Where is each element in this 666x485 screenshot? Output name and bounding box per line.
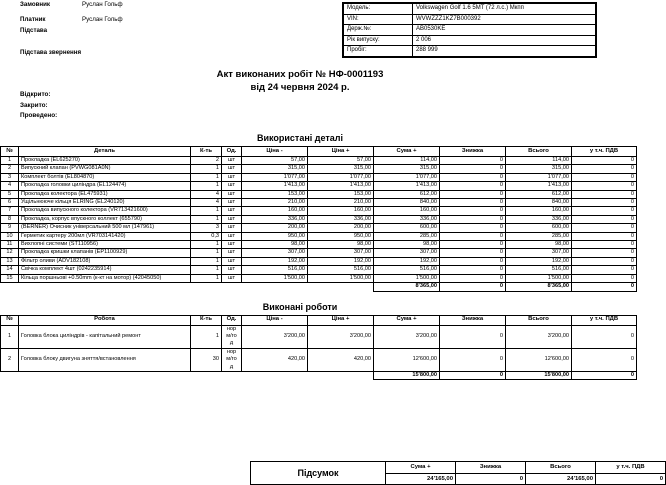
works-col-price-minus: Ціна - — [242, 315, 308, 325]
parts-row-price-minus: 307,00 — [242, 249, 308, 257]
parts-row-no: 1 — [1, 157, 19, 165]
table-row — [1, 232, 637, 240]
parts-total-sum: 8'365,00 — [374, 283, 440, 291]
table-row — [1, 224, 637, 232]
parts-row-discount: 0 — [440, 207, 506, 215]
parts-row-discount: 0 — [440, 249, 506, 257]
vehicle-value-vin: WVWZZZ1KZ7B000392 — [413, 14, 596, 25]
parts-row-sum: 1'500,00 — [374, 274, 440, 282]
parts-row-total: 600,00 — [506, 224, 572, 232]
parts-row-sum: 98,00 — [374, 241, 440, 249]
works-table — [0, 315, 637, 381]
parts-row-price-minus: 315,00 — [242, 165, 308, 173]
parts-row-price-minus: 160,00 — [242, 207, 308, 215]
parts-row-discount: 0 — [440, 241, 506, 249]
parts-row-no: 14 — [1, 266, 19, 274]
summary-col-discount: Знижка — [456, 462, 526, 474]
parts-row-price-minus: 57,00 — [242, 157, 308, 165]
parts-row-price-minus: 98,00 — [242, 241, 308, 249]
parts-row-no: 7 — [1, 207, 19, 215]
parts-row-sum: 336,00 — [374, 215, 440, 223]
parts-row-unit: шт — [222, 165, 242, 173]
parts-row-no: 6 — [1, 199, 19, 207]
parts-row-price-plus: 153,00 — [308, 190, 374, 198]
parts-row-price-plus: 98,00 — [308, 241, 374, 249]
parts-row-total: 160,00 — [506, 207, 572, 215]
parts-col-no: № — [1, 147, 19, 157]
parts-row-sum: 600,00 — [374, 224, 440, 232]
parts-row-no: 8 — [1, 215, 19, 223]
table-row — [1, 190, 637, 198]
parts-row-price-plus: 1'077,00 — [308, 173, 374, 181]
parts-row-qty: 0,3 — [191, 232, 222, 240]
parts-row-vat: 0 — [572, 182, 637, 190]
parts-row-sum: 840,00 — [374, 199, 440, 207]
parts-row-total: 1'413,00 — [506, 182, 572, 190]
works-row-no: 1 — [1, 325, 19, 348]
parts-row-name: Випускний клапан (PVWG081A0N) — [19, 165, 191, 173]
parts-row-price-minus: 1'077,00 — [242, 173, 308, 181]
document-title-line1: Акт виконаних робіт № НФ-0001193 — [216, 69, 384, 80]
parts-row-qty: 1 — [191, 165, 222, 173]
works-row-discount: 0 — [440, 348, 506, 371]
parts-row-name: Прокладка (EL625270) — [19, 157, 191, 165]
parts-row-discount: 0 — [440, 215, 506, 223]
parts-row-price-minus: 153,00 — [242, 190, 308, 198]
parts-row-name: Прокладка випускного колектора (VR713421600) — [19, 207, 191, 215]
parts-row-discount: 0 — [440, 224, 506, 232]
status-posted-label: Проведено: — [20, 112, 58, 119]
parts-col-price-minus: Ціна - — [242, 147, 308, 157]
summary-label: Підсумок — [251, 462, 386, 485]
parts-row-name: Кільца поршньові +0.50mm (к-кт на мотор) (42045050) — [19, 274, 191, 282]
parts-row-sum: 516,00 — [374, 266, 440, 274]
parts-row-qty: 1 — [191, 241, 222, 249]
parts-row-price-plus: 192,00 — [308, 257, 374, 265]
parts-row-unit: шт — [222, 215, 242, 223]
works-row-discount: 0 — [440, 325, 506, 348]
parts-row-sum: 307,00 — [374, 249, 440, 257]
parts-row-price-plus: 336,00 — [308, 215, 374, 223]
parts-row-discount: 0 — [440, 173, 506, 181]
parts-row-total: 1'077,00 — [506, 173, 572, 181]
document-title — [0, 68, 600, 94]
parts-row-qty: 3 — [191, 224, 222, 232]
vehicle-key-vin: VIN: — [344, 14, 413, 25]
parts-row-unit: шт — [222, 157, 242, 165]
works-row-no: 2 — [1, 348, 19, 371]
parts-row-unit: шт — [222, 173, 242, 181]
parts-row-vat: 0 — [572, 173, 637, 181]
table-row — [1, 348, 637, 371]
status-block — [20, 90, 57, 122]
parts-row-vat: 0 — [572, 266, 637, 274]
works-col-discount: Знижка — [440, 315, 506, 325]
vehicle-key-mileage: Пробіг: — [344, 46, 413, 57]
parts-row-unit: шт — [222, 199, 242, 207]
parts-col-name: Деталь — [19, 147, 191, 157]
parts-total-vat: 0 — [572, 283, 637, 291]
parts-row-no: 9 — [1, 224, 19, 232]
parts-row-sum: 612,00 — [374, 190, 440, 198]
parts-row-vat: 0 — [572, 224, 637, 232]
works-col-qty: К-ть — [191, 315, 222, 325]
works-section-heading: Виконані роботи — [262, 301, 338, 312]
parts-row-price-plus: 1'500,00 — [308, 274, 374, 282]
works-row-vat: 0 — [572, 325, 637, 348]
works-row-sum: 3'200,00 — [374, 325, 440, 348]
summary-value-sum: 24'165,00 — [386, 473, 456, 485]
parts-row-discount: 0 — [440, 190, 506, 198]
works-row-total: 12'600,00 — [506, 348, 572, 371]
works-total-vat: 0 — [572, 371, 637, 379]
parts-row-price-plus: 315,00 — [308, 165, 374, 173]
works-row-price-plus: 3'200,00 — [308, 325, 374, 348]
parts-row-price-minus: 192,00 — [242, 257, 308, 265]
parts-row-discount: 0 — [440, 199, 506, 207]
status-opened-label: Відкрито: — [20, 91, 51, 98]
table-row — [1, 266, 637, 274]
parts-row-vat: 0 — [572, 241, 637, 249]
parts-row-unit: шт — [222, 249, 242, 257]
parts-row-total: 840,00 — [506, 199, 572, 207]
works-col-no: № — [1, 315, 19, 325]
summary-col-sum: Сума + — [386, 462, 456, 474]
summary-table — [250, 461, 666, 485]
table-row — [1, 165, 637, 173]
parts-row-vat: 0 — [572, 249, 637, 257]
parts-row-price-plus: 160,00 — [308, 207, 374, 215]
table-row — [1, 207, 637, 215]
works-total-discount: 0 — [440, 371, 506, 379]
parts-row-price-plus: 1'413,00 — [308, 182, 374, 190]
status-closed-label: Закрито: — [20, 101, 48, 109]
summary-value-vat: 0 — [596, 473, 666, 485]
table-row — [1, 274, 637, 282]
parts-total-spacer — [1, 283, 374, 291]
parts-row-price-minus: 210,00 — [242, 199, 308, 207]
vehicle-info-box — [342, 2, 597, 58]
vehicle-row-model — [344, 4, 596, 15]
parts-section-heading: Використані деталі — [256, 133, 344, 143]
vehicle-key-plate: Держ.№: — [344, 25, 413, 36]
parts-row-sum: 160,00 — [374, 207, 440, 215]
works-total-total: 15'800,00 — [506, 371, 572, 379]
parts-col-sum: Сума + — [374, 147, 440, 157]
parts-col-total: Всього — [506, 147, 572, 157]
parts-row-vat: 0 — [572, 232, 637, 240]
parts-col-vat: у т.ч. ПДВ — [572, 147, 637, 157]
parts-col-unit: Од. — [222, 147, 242, 157]
vehicle-value-mileage: 288 999 — [413, 46, 596, 57]
vehicle-key-year: Рік випуску: — [344, 35, 413, 46]
party-row-basis — [20, 28, 123, 37]
parts-row-price-plus: 200,00 — [308, 224, 374, 232]
summary-header-row — [251, 462, 666, 474]
works-col-total: Всього — [506, 315, 572, 325]
works-section — [0, 301, 634, 381]
parts-row-name: Комплект болтів (EL804870) — [19, 173, 191, 181]
parts-row-qty: 1 — [191, 249, 222, 257]
parts-row-no: 2 — [1, 165, 19, 173]
works-table-header-row — [1, 315, 637, 325]
summary-col-total: Всього — [526, 462, 596, 474]
parts-row-price-plus: 57,00 — [308, 157, 374, 165]
works-row-unit: нор м/го д — [222, 348, 242, 371]
parts-table-header-row — [1, 147, 637, 157]
parts-total-row — [1, 283, 637, 291]
parts-row-total: 307,00 — [506, 249, 572, 257]
parts-row-no: 13 — [1, 257, 19, 265]
parts-row-discount: 0 — [440, 157, 506, 165]
parts-row-total: 114,00 — [506, 157, 572, 165]
parts-row-no: 3 — [1, 173, 19, 181]
document-title-line2: від 24 червня 2024 р. — [250, 82, 350, 93]
summary-value-discount: 0 — [456, 473, 526, 485]
works-total-sum: 15'800,00 — [374, 371, 440, 379]
parts-col-qty: К-ть — [191, 147, 222, 157]
parts-row-price-minus: 1'500,00 — [242, 274, 308, 282]
works-total-row — [1, 371, 637, 379]
table-row — [1, 173, 637, 181]
works-col-vat: у т.ч. ПДВ — [572, 315, 637, 325]
parts-row-discount: 0 — [440, 266, 506, 274]
vehicle-row-mileage — [344, 46, 596, 57]
vehicle-row-vin — [344, 14, 596, 25]
parts-row-unit: шт — [222, 207, 242, 215]
party-value-customer: Руслан Гольф — [82, 1, 123, 8]
parts-row-discount: 0 — [440, 182, 506, 190]
parts-row-vat: 0 — [572, 274, 637, 282]
parts-row-qty: 1 — [191, 173, 222, 181]
parts-row-unit: шт — [222, 224, 242, 232]
parts-section — [0, 133, 634, 292]
works-col-name: Робота — [19, 315, 191, 325]
parts-row-price-minus: 336,00 — [242, 215, 308, 223]
parts-row-name: Фільтр оливи (ADV182108) — [19, 257, 191, 265]
works-row-sum: 12'600,00 — [374, 348, 440, 371]
parts-row-total: 612,00 — [506, 190, 572, 198]
parts-row-no: 5 — [1, 190, 19, 198]
parts-row-sum: 285,00 — [374, 232, 440, 240]
table-row — [1, 249, 637, 257]
parts-total-total: 8'365,00 — [506, 283, 572, 291]
parts-row-name: Прокладка, корпус впускного коллект (655790) — [19, 215, 191, 223]
parts-row-name: Прокладка головки циліндра (EL124474) — [19, 182, 191, 190]
party-row-customer — [20, 2, 123, 11]
parts-row-vat: 0 — [572, 165, 637, 173]
party-label-customer: Замовник — [20, 1, 51, 8]
party-row-payer — [20, 17, 123, 26]
parts-row-name: Свічка комплект 4шт (0242235914) — [19, 266, 191, 274]
works-row-total: 3'200,00 — [506, 325, 572, 348]
parts-row-name: Ущільнююче кільця ELRING (EL240120) — [19, 199, 191, 207]
parts-row-discount: 0 — [440, 232, 506, 240]
parts-row-price-minus: 516,00 — [242, 266, 308, 274]
parts-row-unit: шт — [222, 190, 242, 198]
parts-row-qty: 1 — [191, 274, 222, 282]
vehicle-row-plate — [344, 25, 596, 36]
parts-row-vat: 0 — [572, 207, 637, 215]
parts-row-name: Герметик картеру 200мл (VR703141420) — [19, 232, 191, 240]
party-value-payer: Руслан Гольф — [82, 16, 123, 23]
table-row — [1, 182, 637, 190]
parts-row-discount: 0 — [440, 257, 506, 265]
parts-row-sum: 1'077,00 — [374, 173, 440, 181]
basis-of-appeal-label: Підстава звернення — [20, 49, 82, 56]
parts-row-price-minus: 1'413,00 — [242, 182, 308, 190]
works-row-price-plus: 420,00 — [308, 348, 374, 371]
parts-row-vat: 0 — [572, 257, 637, 265]
works-row-name: Головка блока циліндрів - капітальний ремонт — [19, 325, 191, 348]
summary-value-total: 24'165,00 — [526, 473, 596, 485]
parts-row-sum: 114,00 — [374, 157, 440, 165]
parts-row-unit: шт — [222, 241, 242, 249]
vehicle-row-year — [344, 35, 596, 46]
parts-row-vat: 0 — [572, 190, 637, 198]
works-table-body — [1, 325, 637, 371]
works-row-price-minus: 3'200,00 — [242, 325, 308, 348]
vehicle-value-plate: AB0530KE — [413, 25, 596, 36]
parts-row-vat: 0 — [572, 199, 637, 207]
table-row — [1, 257, 637, 265]
header-zone — [0, 0, 600, 60]
parts-row-no: 4 — [1, 182, 19, 190]
parts-row-name: Прокладка кришки клапанів (EP1100929) — [19, 249, 191, 257]
works-row-qty: 1 — [191, 325, 222, 348]
parts-row-price-plus: 210,00 — [308, 199, 374, 207]
parts-row-sum: 315,00 — [374, 165, 440, 173]
parts-col-discount: Знижка — [440, 147, 506, 157]
parts-row-qty: 1 — [191, 182, 222, 190]
parts-row-qty: 2 — [191, 157, 222, 165]
vehicle-key-model: Модель: — [344, 4, 413, 15]
parts-row-vat: 0 — [572, 157, 637, 165]
parts-total-discount: 0 — [440, 283, 506, 291]
parts-row-name: Вихлопні системи (ST110956) — [19, 241, 191, 249]
parts-row-qty: 1 — [191, 257, 222, 265]
table-row — [1, 157, 637, 165]
works-col-sum: Сума + — [374, 315, 440, 325]
table-row — [1, 325, 637, 348]
works-col-unit: Од. — [222, 315, 242, 325]
works-col-price-plus: Ціна + — [308, 315, 374, 325]
parts-row-sum: 192,00 — [374, 257, 440, 265]
parts-row-name: Прокладка колектора (EL475931) — [19, 190, 191, 198]
parts-row-unit: шт — [222, 232, 242, 240]
parts-row-qty: 4 — [191, 190, 222, 198]
parts-row-unit: шт — [222, 274, 242, 282]
parts-row-price-plus: 307,00 — [308, 249, 374, 257]
parts-row-total: 98,00 — [506, 241, 572, 249]
parts-row-unit: шт — [222, 182, 242, 190]
parts-row-qty: 1 — [191, 266, 222, 274]
parts-row-total: 516,00 — [506, 266, 572, 274]
parts-row-no: 15 — [1, 274, 19, 282]
parts-row-no: 11 — [1, 241, 19, 249]
works-row-name: Головка блоку двигуна зняття/встановлення — [19, 348, 191, 371]
parts-row-no: 12 — [1, 249, 19, 257]
parts-row-total: 1'500,00 — [506, 274, 572, 282]
summary-col-vat: у т.ч. ПДВ — [596, 462, 666, 474]
parts-row-discount: 0 — [440, 274, 506, 282]
parts-row-total: 336,00 — [506, 215, 572, 223]
parts-row-total: 315,00 — [506, 165, 572, 173]
parts-row-qty: 1 — [191, 207, 222, 215]
parts-table-body — [1, 157, 637, 283]
vehicle-value-year: 2 006 — [413, 35, 596, 46]
works-row-price-minus: 420,00 — [242, 348, 308, 371]
party-label-payer: Платник — [20, 16, 46, 23]
table-row — [1, 241, 637, 249]
works-row-unit: нор м/го д — [222, 325, 242, 348]
parts-col-price-plus: Ціна + — [308, 147, 374, 157]
parts-row-unit: шт — [222, 257, 242, 265]
parts-row-unit: шт — [222, 266, 242, 274]
works-total-spacer — [1, 371, 374, 379]
parts-row-vat: 0 — [572, 215, 637, 223]
parts-row-qty: 1 — [191, 215, 222, 223]
parts-row-price-plus: 516,00 — [308, 266, 374, 274]
party-list — [20, 2, 123, 39]
table-row — [1, 215, 637, 223]
parts-row-price-minus: 950,00 — [242, 232, 308, 240]
table-row — [1, 199, 637, 207]
parts-row-name: (BERNER) Очисник універсальний 500 мл (147961) — [19, 224, 191, 232]
parts-row-price-plus: 950,00 — [308, 232, 374, 240]
parts-row-total: 285,00 — [506, 232, 572, 240]
vehicle-value-model: Volkswagen Golf 1.6 5MT (72 л.с.) Мкпп — [413, 4, 596, 15]
parts-row-total: 192,00 — [506, 257, 572, 265]
works-row-vat: 0 — [572, 348, 637, 371]
parts-row-discount: 0 — [440, 165, 506, 173]
parts-table — [0, 146, 637, 292]
party-label-basis: Підстава — [20, 27, 48, 34]
works-row-qty: 30 — [191, 348, 222, 371]
parts-row-sum: 1'413,00 — [374, 182, 440, 190]
parts-row-price-minus: 200,00 — [242, 224, 308, 232]
parts-row-no: 10 — [1, 232, 19, 240]
parts-row-qty: 4 — [191, 199, 222, 207]
